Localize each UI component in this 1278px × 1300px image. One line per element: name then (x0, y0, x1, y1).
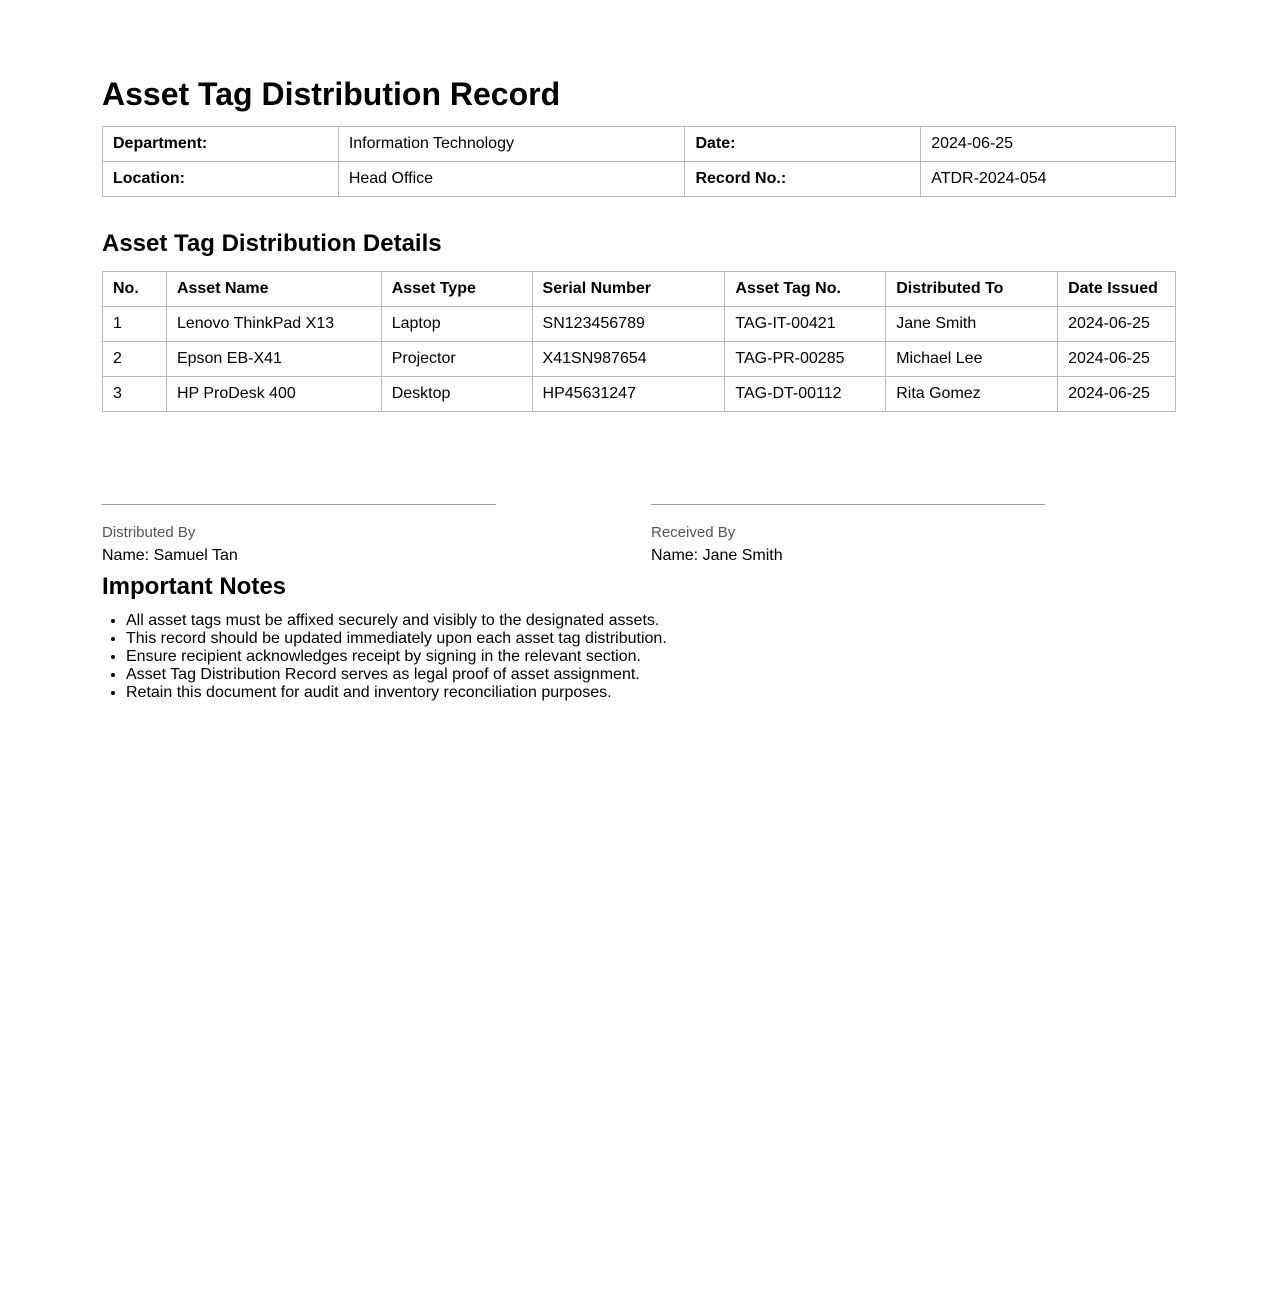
cell-asset-name: Epson EB-X41 (166, 342, 381, 377)
signature-section (102, 412, 1176, 572)
record-info-table (102, 126, 1176, 197)
cell-asset-tag-no: TAG-DT-00112 (725, 377, 886, 412)
received-by-name: Name: Jane Smith (651, 547, 783, 564)
department-value: Information Technology (338, 127, 685, 162)
page-title: Asset Tag Distribution Record (102, 76, 561, 112)
location-label: Location: (103, 162, 339, 197)
table-row (103, 307, 1176, 342)
record-number-value: ATDR-2024-054 (921, 162, 1176, 197)
cell-asset-tag-no: TAG-PR-00285 (725, 342, 886, 377)
date-label: Date: (685, 127, 921, 162)
distributed-by-label: Distributed By (102, 524, 196, 541)
received-by-signature (651, 504, 1045, 566)
cell-asset-name: HP ProDesk 400 (166, 377, 381, 412)
notes-list (102, 612, 1176, 702)
list-item: • Retain this document for audit and inventory reconciliation purposes. (126, 684, 1176, 702)
table-header-row (103, 272, 1176, 307)
list-item: • All asset tags must be affixed securely and visibly to the designated assets. (126, 612, 1176, 630)
cell-asset-name: Lenovo ThinkPad X13 (166, 307, 381, 342)
column-header-asset-name: Asset Name (166, 272, 381, 307)
column-header-no: No. (103, 272, 167, 307)
cell-date-issued: 2024-06-25 (1058, 377, 1176, 412)
column-header-asset-type: Asset Type (381, 272, 532, 307)
cell-date-issued: 2024-06-25 (1058, 307, 1176, 342)
document-page (102, 0, 1176, 702)
cell-asset-type: Desktop (381, 377, 532, 412)
record-info-row (103, 162, 1176, 197)
signature-line (651, 504, 1045, 505)
cell-serial-number: X41SN987654 (532, 342, 725, 377)
cell-distributed-to: Rita Gomez (886, 377, 1058, 412)
received-by-label: Received By (651, 524, 736, 541)
cell-no: 1 (103, 307, 167, 342)
record-number-label: Record No.: (685, 162, 921, 197)
distributed-by-name: Name: Samuel Tan (102, 547, 238, 564)
cell-distributed-to: Jane Smith (886, 307, 1058, 342)
details-section-title: Asset Tag Distribution Details (102, 230, 442, 257)
table-row (103, 377, 1176, 412)
distribution-details-table (102, 271, 1176, 412)
cell-date-issued: 2024-06-25 (1058, 342, 1176, 377)
notes-section-title: Important Notes (102, 573, 287, 600)
cell-serial-number: HP45631247 (532, 377, 725, 412)
cell-asset-type: Projector (381, 342, 532, 377)
department-label: Department: (103, 127, 339, 162)
list-item: • This record should be updated immediately upon each asset tag distribution. (126, 630, 1176, 648)
signature-line (102, 504, 496, 505)
column-header-distributed-to: Distributed To (886, 272, 1058, 307)
location-value: Head Office (338, 162, 685, 197)
distributed-by-signature (102, 504, 496, 566)
cell-no: 2 (103, 342, 167, 377)
list-item: • Ensure recipient acknowledges receipt by signing in the relevant section. (126, 648, 1176, 666)
column-header-asset-tag-no: Asset Tag No. (725, 272, 886, 307)
cell-distributed-to: Michael Lee (886, 342, 1058, 377)
cell-asset-tag-no: TAG-IT-00421 (725, 307, 886, 342)
column-header-serial-number: Serial Number (532, 272, 725, 307)
column-header-date-issued: Date Issued (1058, 272, 1176, 307)
cell-serial-number: SN123456789 (532, 307, 725, 342)
list-item: • Asset Tag Distribution Record serves as legal proof of asset assignment. (126, 666, 1176, 684)
cell-asset-type: Laptop (381, 307, 532, 342)
record-info-row (103, 127, 1176, 162)
date-value: 2024-06-25 (921, 127, 1176, 162)
table-row (103, 342, 1176, 377)
cell-no: 3 (103, 377, 167, 412)
